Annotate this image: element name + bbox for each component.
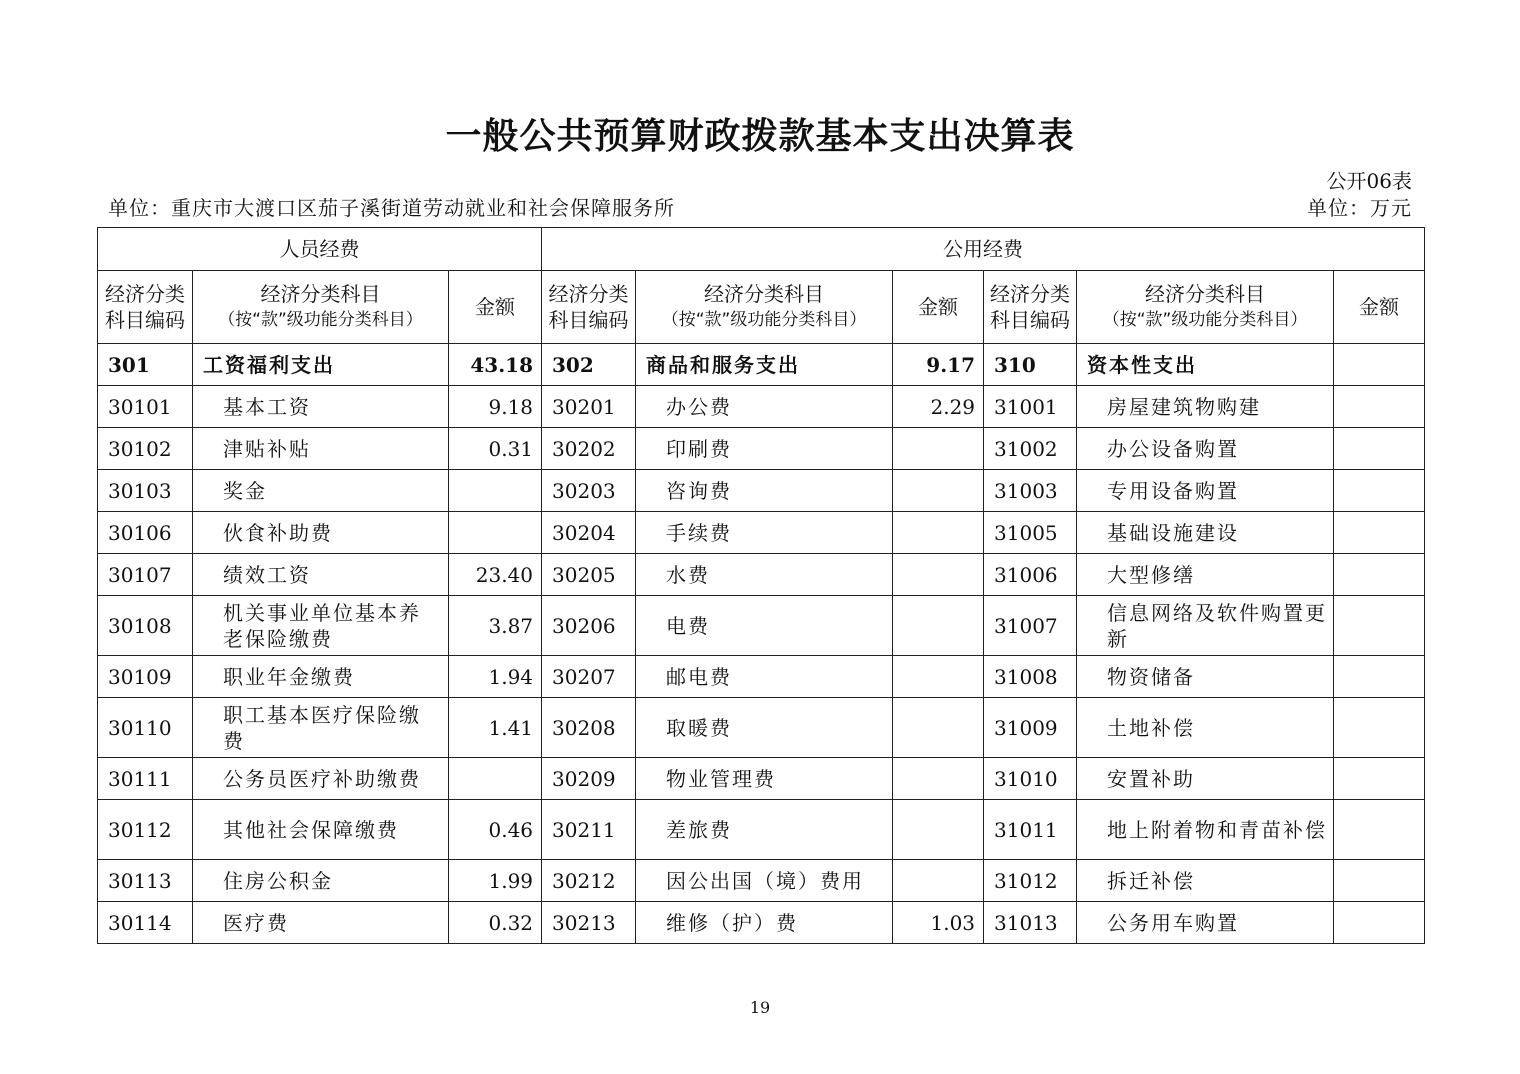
summary-row	[98, 344, 1425, 386]
cell-item: 物资储备	[1077, 656, 1334, 698]
cell-code: 30106	[98, 512, 193, 554]
column-header-code: 经济分类科目编码	[542, 271, 636, 344]
cell-item: 职业年金缴费	[193, 656, 449, 698]
cell-amount: 0.32	[449, 902, 542, 944]
cell-code: 31005	[984, 512, 1077, 554]
table-row	[98, 698, 1425, 758]
cell-code: 301	[98, 344, 193, 386]
cell-item: 办公设备购置	[1077, 428, 1334, 470]
cell-amount	[893, 698, 984, 758]
cell-amount	[893, 656, 984, 698]
table-row	[98, 860, 1425, 902]
cell-code: 30202	[542, 428, 636, 470]
cell-item: 伙食补助费	[193, 512, 449, 554]
cell-item: 医疗费	[193, 902, 449, 944]
cell-item: 信息网络及软件购置更新	[1077, 596, 1334, 656]
cell-code: 31006	[984, 554, 1077, 596]
cell-code: 310	[984, 344, 1077, 386]
cell-code: 31001	[984, 386, 1077, 428]
column-header-item	[636, 271, 893, 344]
cell-item: 其他社会保障缴费	[193, 800, 449, 860]
cell-item: 咨询费	[636, 470, 893, 512]
cell-amount	[1334, 698, 1425, 758]
cell-amount	[1334, 596, 1425, 656]
group-personnel-header: 人员经费	[98, 228, 542, 271]
cell-item: 邮电费	[636, 656, 893, 698]
cell-amount	[893, 596, 984, 656]
page-title: 一般公共预算财政拨款基本支出决算表	[445, 116, 1075, 157]
column-header-amount: 金额	[893, 271, 984, 344]
cell-amount: 0.31	[449, 428, 542, 470]
cell-code: 31009	[984, 698, 1077, 758]
cell-amount: 1.41	[449, 698, 542, 758]
cell-amount: 1.94	[449, 656, 542, 698]
cell-code: 31011	[984, 800, 1077, 860]
cell-code: 30203	[542, 470, 636, 512]
cell-item: 商品和服务支出	[636, 344, 893, 386]
cell-item: 机关事业单位基本养老保险缴费	[193, 596, 449, 656]
column-header-amount: 金额	[449, 271, 542, 344]
group-public-header: 公用经费	[542, 228, 1425, 271]
cell-code: 30109	[98, 656, 193, 698]
cell-item: 绩效工资	[193, 554, 449, 596]
cell-item: 工资福利支出	[193, 344, 449, 386]
cell-code: 31010	[984, 758, 1077, 800]
cell-item: 物业管理费	[636, 758, 893, 800]
cell-item: 地上附着物和青苗补偿	[1077, 800, 1334, 860]
cell-code: 30111	[98, 758, 193, 800]
cell-amount	[893, 554, 984, 596]
cell-item: 房屋建筑物购建	[1077, 386, 1334, 428]
cell-item: 安置补助	[1077, 758, 1334, 800]
cell-amount	[449, 470, 542, 512]
cell-code: 30107	[98, 554, 193, 596]
cell-amount	[893, 470, 984, 512]
cell-code: 30113	[98, 860, 193, 902]
cell-item: 津贴补贴	[193, 428, 449, 470]
cell-item: 拆迁补偿	[1077, 860, 1334, 902]
cell-amount	[1334, 470, 1425, 512]
cell-amount: 1.99	[449, 860, 542, 902]
expenditure-table	[97, 227, 1425, 944]
column-header-item-subtitle: （按“款”级功能分类科目）	[218, 310, 423, 330]
column-header-amount: 金额	[1334, 271, 1425, 344]
cell-code: 31008	[984, 656, 1077, 698]
column-header-item	[1077, 271, 1334, 344]
cell-amount	[1334, 386, 1425, 428]
column-header-item-title: 经济分类科目	[260, 282, 381, 306]
cell-code: 30213	[542, 902, 636, 944]
cell-amount: 9.17	[893, 344, 984, 386]
column-header-code: 经济分类科目编码	[984, 271, 1077, 344]
table-number: 公开06表	[1326, 169, 1412, 193]
cell-amount	[1334, 554, 1425, 596]
cell-code: 30110	[98, 698, 193, 758]
table-row	[98, 656, 1425, 698]
cell-code: 30208	[542, 698, 636, 758]
cell-amount	[893, 512, 984, 554]
cell-amount: 43.18	[449, 344, 542, 386]
cell-code: 30114	[98, 902, 193, 944]
column-header-item-title: 经济分类科目	[1145, 282, 1266, 306]
table-row	[98, 554, 1425, 596]
cell-amount	[1334, 656, 1425, 698]
cell-code: 30211	[542, 800, 636, 860]
cell-item: 取暖费	[636, 698, 893, 758]
column-header-code: 经济分类科目编码	[98, 271, 193, 344]
cell-item: 基本工资	[193, 386, 449, 428]
cell-amount	[1334, 902, 1425, 944]
cell-amount: 23.40	[449, 554, 542, 596]
cell-item: 维修（护）费	[636, 902, 893, 944]
cell-item: 公务员医疗补助缴费	[193, 758, 449, 800]
cell-amount	[1334, 428, 1425, 470]
page-number: 19	[749, 998, 771, 1017]
cell-code: 31003	[984, 470, 1077, 512]
cell-item: 手续费	[636, 512, 893, 554]
column-header-item-subtitle: （按“款”级功能分类科目）	[661, 310, 867, 330]
cell-code: 31013	[984, 902, 1077, 944]
cell-amount	[1334, 860, 1425, 902]
cell-amount	[893, 860, 984, 902]
cell-amount	[893, 428, 984, 470]
cell-code: 30209	[542, 758, 636, 800]
cell-item: 印刷费	[636, 428, 893, 470]
cell-item: 土地补偿	[1077, 698, 1334, 758]
cell-item: 专用设备购置	[1077, 470, 1334, 512]
cell-code: 31012	[984, 860, 1077, 902]
cell-amount: 3.87	[449, 596, 542, 656]
cell-item: 奖金	[193, 470, 449, 512]
cell-code: 31007	[984, 596, 1077, 656]
cell-item: 资本性支出	[1077, 344, 1334, 386]
cell-code: 30212	[542, 860, 636, 902]
cell-item: 住房公积金	[193, 860, 449, 902]
cell-code: 30205	[542, 554, 636, 596]
table-row	[98, 386, 1425, 428]
cell-amount	[1334, 512, 1425, 554]
cell-item: 差旅费	[636, 800, 893, 860]
cell-code: 30201	[542, 386, 636, 428]
cell-amount	[449, 512, 542, 554]
cell-code: 31002	[984, 428, 1077, 470]
table-row	[98, 902, 1425, 944]
table-row	[98, 428, 1425, 470]
table-row	[98, 512, 1425, 554]
cell-code: 30207	[542, 656, 636, 698]
cell-item: 水费	[636, 554, 893, 596]
cell-item: 因公出国（境）费用	[636, 860, 893, 902]
cell-amount	[1334, 758, 1425, 800]
cell-item: 职工基本医疗保险缴费	[193, 698, 449, 758]
cell-amount	[893, 800, 984, 860]
cell-code: 30206	[542, 596, 636, 656]
cell-code: 302	[542, 344, 636, 386]
cell-amount	[893, 758, 984, 800]
table-row	[98, 596, 1425, 656]
cell-code: 30112	[98, 800, 193, 860]
cell-amount: 1.03	[893, 902, 984, 944]
table-row	[98, 470, 1425, 512]
cell-code: 30204	[542, 512, 636, 554]
unit-currency: 单位：万元	[1307, 196, 1412, 220]
cell-code: 30108	[98, 596, 193, 656]
column-header-item	[193, 271, 449, 344]
cell-amount: 9.18	[449, 386, 542, 428]
cell-item: 办公费	[636, 386, 893, 428]
table-row	[98, 800, 1425, 860]
cell-code: 30102	[98, 428, 193, 470]
cell-item: 大型修缮	[1077, 554, 1334, 596]
cell-item: 基础设施建设	[1077, 512, 1334, 554]
cell-amount	[1334, 800, 1425, 860]
column-header-item-title: 经济分类科目	[704, 282, 825, 306]
cell-amount	[1334, 344, 1425, 386]
cell-item: 公务用车购置	[1077, 902, 1334, 944]
cell-item: 电费	[636, 596, 893, 656]
cell-amount: 0.46	[449, 800, 542, 860]
unit-organization: 单位：重庆市大渡口区茄子溪街道劳动就业和社会保障服务所	[108, 196, 675, 220]
cell-code: 30101	[98, 386, 193, 428]
cell-amount	[449, 758, 542, 800]
cell-code: 30103	[98, 470, 193, 512]
cell-amount: 2.29	[893, 386, 984, 428]
table-row	[98, 758, 1425, 800]
column-header-item-subtitle: （按“款”级功能分类科目）	[1102, 310, 1308, 330]
